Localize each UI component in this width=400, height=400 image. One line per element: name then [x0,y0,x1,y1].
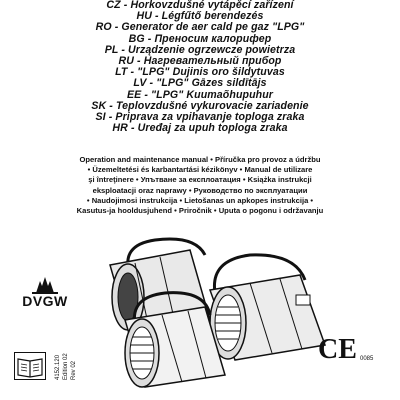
title-line: SI - Priprava za vpihavanje toploga zraka [95,110,305,123]
heaters-illustration [100,235,340,390]
title-line: RO - Generator de aer cald pe gaz "LPG" [95,21,305,34]
flame-icon [14,275,76,295]
title-line: EE - "LPG" Kuumaõhupuhur [126,88,274,101]
doc-revision: Rev 02 [71,360,77,380]
title-line: SK - Teplovzdušné vykurovacie zariadenie [91,99,309,112]
title-line: LT - "LPG" Dujinis oro šildytuvas [115,66,285,79]
document-code [54,328,98,384]
title-list [0,0,400,134]
manual-line: • Üzemeltetési és karbantartási kézikönyv • Manual de utilizare [87,165,313,175]
ce-mark [318,334,378,374]
ce-logo: CE [318,334,357,365]
dvgw-label: DVGW [22,293,68,309]
title-line: HR - Uređaj za upuh toploga zraka [112,122,288,135]
title-line: LV - "LPG" Gāzes sildītājs [133,77,267,90]
manual-line: Kasutus-ja hooldusjuhend • Priročnik • Uputa o pogonu i održavanju [76,205,324,215]
manual-line: Operation and maintenance manual • Příručka pro provoz a údržbu [79,155,321,164]
manual-line: eksploatacji oraz naprawy • Руководство по эксплуатации [92,185,308,195]
manual-languages [4,155,396,216]
manual-line: şi întreţinere • Упътване за експлоатация • Książka instrukcji [88,175,312,185]
title-line: HU - Légfűtő berendezés [136,10,264,23]
title-line: CZ - Horkovzdušné vytápěcí zařízení [106,0,294,11]
read-manual-icon [14,352,46,380]
title-line: PL - Urządzenie ogrzewcze powietrza [104,43,296,56]
title-line: RU - Нагревательный прибор [118,54,282,67]
dvgw-logo [14,275,76,311]
doc-number: 4152.120 [55,354,61,380]
heater-right [210,255,325,360]
doc-edition: Edition 02 [63,353,69,380]
title-line: BG - Преносим калорифер [128,32,272,45]
manual-line: • Naudojimosi instrukcija • Lietošanas un apkopes instrukcija • [86,195,314,205]
ce-number: 0085 [360,356,374,362]
